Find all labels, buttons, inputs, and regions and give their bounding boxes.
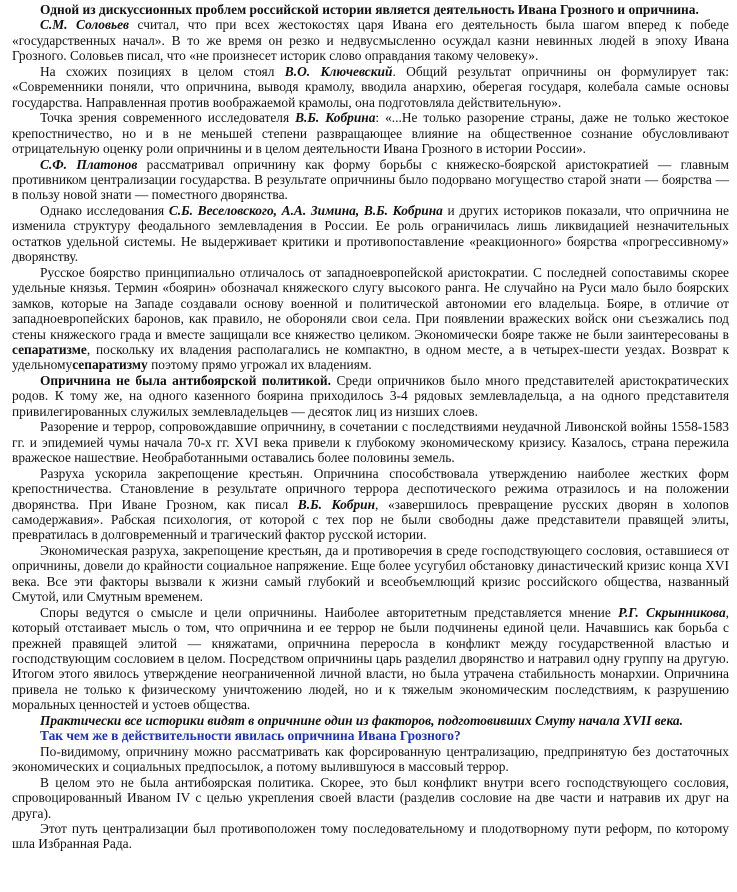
body-text: считал, что при всех жестокостях царя Ивана его деятельность была шагом вперед к победе «государственных начал». В то же время он резко и недвусмысленно осуждал казни невинных людей в эпоху Ивана Грозного. Соловьев писал, что «не произнесет историк слово оправдания такому человеку». [12, 17, 729, 64]
paragraph-p17 [12, 821, 729, 852]
paragraph-p16 [12, 775, 729, 821]
bold-text: Опричнина не была антибоярской политикой. [40, 372, 331, 388]
body-text: На схожих позициях в целом стоял [40, 63, 285, 79]
question-heading: Так чем же в действительности явилась опричнина Ивана Грозного? [40, 728, 461, 744]
author-name: С.Б. Веселовского, А.А. Зимина, В.Б. Кобрина [168, 202, 443, 218]
paragraph-p5 [12, 157, 729, 203]
paragraph-p14 [12, 728, 729, 743]
paragraph-p15 [12, 744, 729, 775]
body-text: Русское боярство принципиально отличалось от западноевропейской аристократии. С последней сопоставимы скорее удельные князья. Термин «боярин» обозначал княжеского слугу высокого ранга. Не случайно на Руси мало было боярских замков, которые на Западе создавали основу военной и политической автономии его владельца. Бояре, в отличие от западноевропейских баронов, как правило, не обороняли свои села. При появлении вражеских войск они съезжались под стены княжеского града и вместе защищали все княжество целиком. Экономически бояре также не были заинтересованы в [12, 264, 729, 342]
paragraph-p8 [12, 373, 729, 419]
paragraph-p12 [12, 605, 729, 713]
paragraph-p11 [12, 543, 729, 605]
body-text: Споры ведутся о смысле и цели опричнины. Наиболее авторитетным представляется мнение [40, 604, 619, 620]
bold-text: сепаратизму [72, 357, 148, 373]
paragraph-p10 [12, 466, 729, 543]
paragraph-p13 [12, 713, 729, 728]
paragraph-p3 [12, 64, 729, 110]
paragraph-p2 [12, 17, 729, 63]
body-text: Экономическая разруха, закрепощение крестьян, да и противоречия в среде господствующего сословия, оставшиеся от опричнины, довели до крайности социальное напряжение. Еще более усугубил обстановку династический кризис конца XVI века. Все эти факторы вызвали к жизни самый глубокий и всеобъемлющий кризис российского общества, названный Смутой, или Смутным временем. [12, 542, 729, 605]
body-text: . Общий результат опричнины он формулирует так: «Современники поняли, что опричнина, выводя крамолу, вводила анархию, оберегая государя, колебала самые основы государства. Направленная против воображаемой крамолы, она подготовляла действительную». [12, 63, 730, 110]
body-text: Этот путь централизации был противоположен тому последовательному и плодотворному пути реформ, по которому шла Избранная Рада. [12, 821, 729, 852]
body-text: Разорение и террор, сопровождавшие опричнину, в сочетании с последствиями неудачной Ливонской войны 1558-1583 гг. и эпидемией чумы начала 70-х гг. XVI века привели к глубокому экономическому кризису. Казалось, страна пережила вражеское нашествие. Необработанными оставались более половины земель. [12, 419, 729, 466]
bold-text: сепаратизме [12, 341, 87, 357]
body-text: поэтому прямо угрожал их владениям. [147, 357, 372, 373]
body-text: и других историков показали, что опричнина не изменила структуру феодального землевладения в России. Ее роль ограничилась лишь ликвидацией незначительных остатков удельной системы. Не выдерживает критики и противопоставление «реакционного» боярства «прогрессивному» дворянству. [12, 202, 729, 265]
body-text: , «завершилось превращение русских дворян в холопов самодержавия». Рабская психология, от которой с тех пор не были свободны даже представители правящей элиты, превратилась в долговременный и трагический фактор русской истории. [12, 496, 729, 543]
author-name: Р.Г. Скрынникова [618, 604, 726, 620]
author-name: В.Б. Кобрина [295, 110, 376, 126]
body-text: , поскольку их владения располагались не компактно, в одном месте, а в четырех-шести уездах. Возврат к удельному [12, 341, 729, 373]
paragraph-p1 [12, 2, 729, 17]
body-text: Среди опричников было много представителей аристократических родов. К тому же, на одного казенного боярина приходилось 3-4 рядовых землевладельца, а на одного представителя привилегированных служилых землевладельцев — десяток лиц из низших слоев. [12, 372, 729, 419]
body-text: Точка зрения современного исследователя [40, 110, 296, 126]
body-text: , который отстаивает мысль о том, что опричнина и ее террор не были подчинены единой цели. Начавшись как борьба с прежней правящей элитой — княжатами, опричнина переросла в конфликт между государственной властью и господствующим сословием в целом. Посредством опричнины царь разделил дворянство и натравил одну группу на другую. Итогом этого явилось утверждение неограниченной личной власти, но была утрачена стабильность монархии. Опричнина привела не только к физическому уничтожению людей, но и к тяжелым экономическим последствиям, к разрушению моральных ценностей и устоев общества. [12, 604, 729, 713]
author-name: Практически все историки видят в опричнине один из факторов, подготовивших Смуту начала XVII века. [40, 712, 683, 728]
body-text: В целом это не была антибоярская политика. Скорее, это был конфликт внутри всего господствующего сословия, спровоцированный Иваном IV с целью укрепления своей власти (разделив сословие на две части и натравив их друг на друга). [12, 774, 729, 821]
author-name: С.М. Соловьев [40, 17, 130, 33]
paragraph-p7 [12, 265, 729, 373]
author-name: В.О. Ключевский [284, 63, 393, 79]
body-text: Разруха ускорила закрепощение крестьян. Опричнина способствовала утверждению наиболее жестких форм крепостничества. Становление в результате опричного террора деспотического режима отразилось и на положении дворянства. При Иване Грозном, как писал [12, 465, 729, 512]
author-name: С.Ф. Платонов [40, 156, 138, 172]
body-text: Однако исследования [40, 202, 169, 218]
author-name: В.Б. Кобрин [297, 496, 376, 512]
paragraph-p4 [12, 110, 729, 156]
paragraph-p9 [12, 419, 729, 465]
body-text: По-видимому, опричнину можно рассматривать как форсированную централизацию, предпринятую без достаточных экономических и социальных предпосылок, а потому вылившуюся в массовый террор. [12, 743, 729, 775]
paragraph-p6 [12, 203, 729, 265]
body-text: : «...Не только разорение страны, даже не только жестокое крепостничество, но и в не меньшей степени развращающее влияние на общественное сознание обусловливают отрицательную оценку роли опричнины и в целом деятельности Ивана Грозного в истории России». [12, 110, 729, 157]
bold-text: Одной из дискуссионных проблем российской истории является деятельность Ивана Грозного и опричнина. [40, 2, 699, 17]
body-text: рассматривал опричнину как форму борьбы с княжеско-боярской аристократией — главным противником централизации государства. В результате опричнины было подорвано могущество старой знати — боярства — в пользу новой знати — поместного дворянства. [12, 156, 729, 203]
